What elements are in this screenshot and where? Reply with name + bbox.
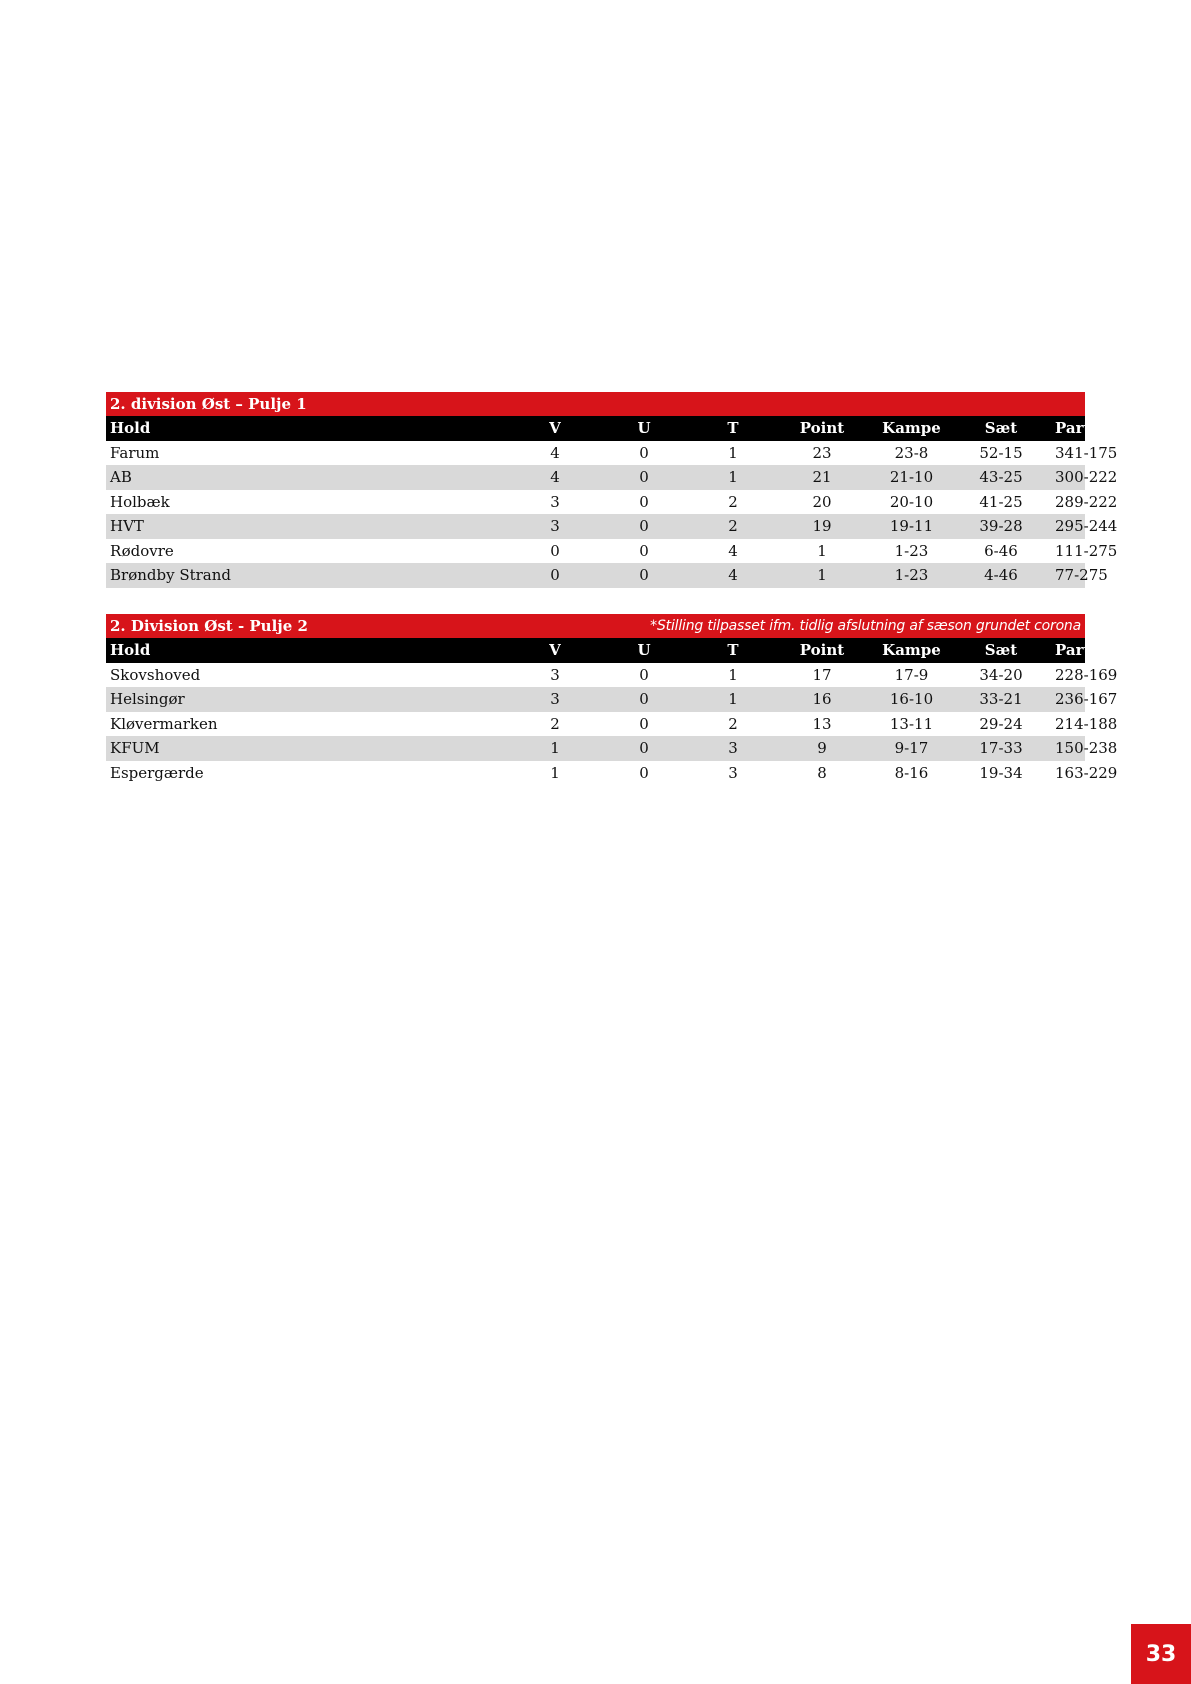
- table-row: [106, 514, 1118, 539]
- cell-team: Helsingør: [110, 690, 185, 709]
- cell-t: 4: [728, 566, 738, 585]
- header-v: V: [549, 419, 561, 438]
- cell-point: 19: [812, 517, 832, 536]
- cell-saet: 34-20: [979, 665, 1023, 684]
- cell-saet: 41-25: [979, 492, 1023, 511]
- table-row: [106, 490, 1118, 515]
- table-row: [106, 712, 1118, 737]
- header-t: T: [727, 419, 739, 438]
- table-title-bar: [106, 614, 1085, 638]
- standings-table-pulje-1: [106, 392, 1118, 588]
- cell-u: 0: [639, 690, 649, 709]
- cell-point: 21: [812, 468, 832, 487]
- header-u: U: [637, 641, 651, 660]
- cell-point: 1: [817, 566, 827, 585]
- cell-saet: 39-28: [979, 517, 1023, 536]
- header-team: Hold: [110, 419, 151, 438]
- cell-kampe: 19-11: [889, 517, 934, 536]
- cell-team: Holbæk: [110, 492, 170, 511]
- cell-u: 0: [639, 468, 649, 487]
- cell-v: 4: [550, 443, 560, 462]
- cell-t: 3: [728, 739, 738, 758]
- cell-v: 3: [550, 517, 560, 536]
- cell-kampe: 23-8: [894, 443, 929, 462]
- cell-partier: 150-238: [1055, 739, 1118, 758]
- cell-u: 0: [639, 443, 649, 462]
- table-row: [106, 539, 1118, 564]
- header-point: Point: [799, 641, 845, 660]
- cell-v: 1: [550, 763, 560, 782]
- cell-u: 0: [639, 492, 649, 511]
- cell-u: 0: [639, 763, 649, 782]
- header-partier: Partier: [1055, 419, 1114, 438]
- header-point: Point: [799, 419, 845, 438]
- table-header-row: [106, 416, 1114, 441]
- table-title-bar: [106, 392, 1085, 416]
- cell-t: 3: [728, 763, 738, 782]
- cell-partier: 163-229: [1055, 763, 1118, 782]
- cell-team: AB: [110, 468, 132, 487]
- cell-team: KFUM: [110, 739, 160, 758]
- header-partier: Partier: [1055, 641, 1114, 660]
- cell-v: 1: [550, 739, 560, 758]
- cell-partier: 236-167: [1055, 690, 1118, 709]
- table-row: [106, 736, 1118, 761]
- cell-point: 1: [817, 541, 827, 560]
- page-number: 33: [1145, 1641, 1177, 1667]
- cell-partier: 289-222: [1055, 492, 1118, 511]
- cell-kampe: 16-10: [889, 690, 934, 709]
- cell-saet: 52-15: [979, 443, 1023, 462]
- cell-t: 1: [728, 468, 738, 487]
- cell-partier: 300-222: [1055, 468, 1118, 487]
- table-body: [106, 663, 1118, 786]
- cell-u: 0: [639, 714, 649, 733]
- header-team: Hold: [110, 641, 151, 660]
- cell-v: 0: [550, 541, 560, 560]
- table-row: [106, 663, 1118, 688]
- cell-v: 3: [550, 665, 560, 684]
- cell-partier: 295-244: [1055, 517, 1118, 536]
- cell-kampe: 17-9: [894, 665, 929, 684]
- header-saet: Sæt: [984, 641, 1018, 660]
- cell-saet: 4-46: [984, 566, 1018, 585]
- page-number-badge: [1131, 1624, 1191, 1684]
- cell-kampe: 1-23: [894, 566, 929, 585]
- cell-point: 20: [812, 492, 832, 511]
- cell-kampe: 13-11: [889, 714, 934, 733]
- cell-u: 0: [639, 665, 649, 684]
- cell-saet: 19-34: [979, 763, 1023, 782]
- cell-u: 0: [639, 566, 649, 585]
- header-v: V: [549, 641, 561, 660]
- table-row: [106, 441, 1118, 466]
- cell-team: Espergærde: [110, 763, 204, 782]
- cell-v: 2: [550, 714, 560, 733]
- cell-t: 2: [728, 492, 738, 511]
- cell-t: 1: [728, 665, 738, 684]
- table-note: *Stilling tilpasset ifm. tidlig afslutning af sæson grundet corona: [650, 618, 1081, 634]
- table-header-row: [106, 638, 1114, 663]
- cell-point: 23: [812, 443, 832, 462]
- table-row: [106, 563, 1108, 588]
- cell-partier: 214-188: [1055, 714, 1118, 733]
- header-u: U: [637, 419, 651, 438]
- cell-point: 9: [817, 739, 827, 758]
- cell-t: 2: [728, 517, 738, 536]
- cell-team: Kløvermarken: [110, 714, 218, 733]
- table-title: 2. Division Øst - Pulje 2: [110, 617, 308, 635]
- cell-kampe: 20-10: [889, 492, 934, 511]
- cell-team: Farum: [110, 443, 160, 462]
- cell-saet: 43-25: [979, 468, 1023, 487]
- table-row: [106, 687, 1118, 712]
- cell-partier: 77-275: [1055, 566, 1108, 585]
- cell-team: Brøndby Strand: [110, 566, 232, 585]
- table-row: [106, 465, 1118, 490]
- cell-kampe: 9-17: [894, 739, 929, 758]
- header-kampe: Kampe: [882, 641, 941, 660]
- cell-team: Rødovre: [110, 541, 174, 560]
- cell-kampe: 8-16: [894, 763, 929, 782]
- cell-partier: 111-275: [1055, 541, 1118, 560]
- cell-point: 8: [817, 763, 827, 782]
- cell-t: 2: [728, 714, 738, 733]
- table-row: [106, 761, 1118, 786]
- cell-saet: 6-46: [984, 541, 1018, 560]
- cell-team: HVT: [110, 517, 144, 536]
- standings-table-pulje-2: [106, 614, 1118, 785]
- header-kampe: Kampe: [882, 419, 941, 438]
- header-saet: Sæt: [984, 419, 1018, 438]
- cell-team: Skovshoved: [110, 665, 201, 684]
- cell-u: 0: [639, 517, 649, 536]
- cell-v: 3: [550, 690, 560, 709]
- cell-saet: 33-21: [979, 690, 1023, 709]
- header-t: T: [727, 641, 739, 660]
- cell-u: 0: [639, 541, 649, 560]
- cell-point: 13: [812, 714, 832, 733]
- cell-saet: 17-33: [979, 739, 1023, 758]
- table-body: [106, 441, 1118, 588]
- cell-kampe: 1-23: [894, 541, 929, 560]
- cell-point: 16: [812, 690, 832, 709]
- cell-partier: 228-169: [1055, 665, 1118, 684]
- cell-t: 1: [728, 443, 738, 462]
- cell-u: 0: [639, 739, 649, 758]
- cell-kampe: 21-10: [889, 468, 934, 487]
- table-title: 2. division Øst – Pulje 1: [110, 395, 307, 413]
- cell-v: 4: [550, 468, 560, 487]
- cell-t: 4: [728, 541, 738, 560]
- cell-point: 17: [812, 665, 832, 684]
- cell-v: 0: [550, 566, 560, 585]
- cell-saet: 29-24: [979, 714, 1023, 733]
- cell-partier: 341-175: [1055, 443, 1118, 462]
- cell-t: 1: [728, 690, 738, 709]
- cell-v: 3: [550, 492, 560, 511]
